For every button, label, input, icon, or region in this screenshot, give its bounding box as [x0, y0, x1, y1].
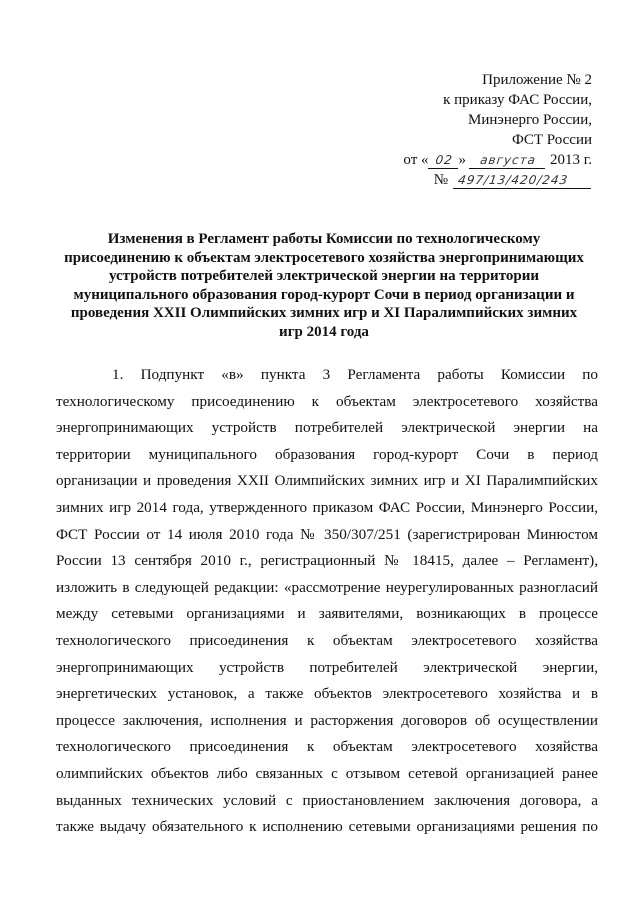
body-line: олимпийских объектов либо связанных с отзывом сетевой организацией ранее — [56, 764, 598, 782]
body-line: организации и проведения XXII Олимпийских зимних игр и XI Паралимпийских — [56, 472, 598, 490]
body-line: технологического присоединения к объектам электросетевого хозяйства — [56, 631, 598, 649]
number-prefix: № — [433, 172, 448, 188]
body-line: энергопринимающих устройств потребителей электрической энергии, — [56, 658, 598, 676]
appendix-order-ref: к приказу ФАС России, — [443, 92, 592, 108]
body-line: 1. Подпункт «в» пункта 3 Регламента работы Комиссии по — [112, 366, 598, 383]
date-day-handwritten: 02 — [427, 153, 459, 169]
date-month-handwritten: августа — [469, 153, 547, 169]
appendix-date — [362, 150, 592, 170]
appendix-ministry: Минэнерго России, — [467, 112, 592, 128]
body-line: изложить в следующей редакции: «рассмотрение неурегулированных разногласий — [56, 578, 598, 596]
title-line: присоединению к объектам электросетевого хозяйства энергопринимающих — [64, 249, 584, 266]
date-mid: » — [458, 152, 467, 168]
date-prefix: от « — [403, 152, 429, 168]
body-line: зимних игр 2014 года, утвержденного приказом ФАС России, Минэнерго России, — [56, 498, 598, 516]
body-line: энергопринимающих устройств потребителей электрической энергии на — [56, 419, 598, 437]
body-line: России 13 сентября 2010 г., регистрационный № 18415, далее – Регламент), — [56, 552, 598, 570]
date-year: 2013 г. — [550, 152, 592, 168]
document-title — [56, 230, 592, 342]
body-line: между сетевыми организациями и заявителями, возникающих в процессе — [56, 605, 598, 623]
body-line: процессе заключения, исполнения и расторжения договоров об осуществлении — [56, 711, 598, 729]
body-line: выданных технических условий с приостановлением заключения договора, а — [56, 791, 598, 809]
title-line: проведения XXII Олимпийских зимних игр и XI Паралимпийских зимних — [70, 305, 578, 322]
appendix-order-number — [362, 170, 592, 190]
body-line: также выдачу обязательного к исполнению сетевыми организациями решения по — [56, 818, 598, 836]
appendix-header — [362, 70, 592, 190]
title-line: муниципального образования город-курорт Сочи в период организации и — [73, 286, 575, 303]
title-line: устройств потребителей электрической энергии на территории — [108, 268, 539, 285]
appendix-number: Приложение № 2 — [482, 72, 592, 88]
body-paragraph — [56, 362, 598, 841]
body-line: технологического присоединения к объектам электросетевого хозяйства — [56, 738, 598, 756]
appendix-agency: ФСТ России — [512, 132, 592, 148]
title-line: Изменения в Регламент работы Комиссии по технологическому — [107, 231, 541, 247]
title-line: игр 2014 года — [279, 323, 369, 340]
body-line: территории муниципального образования город-курорт Сочи в период — [56, 445, 598, 463]
body-line: ФСТ России от 14 июля 2010 года № 350/307/251 (зарегистрирован Минюстом — [56, 525, 598, 543]
body-line: технологическому присоединению к объектам электросетевого хозяйства — [56, 392, 598, 410]
order-number-handwritten: 497/13/420/243 — [453, 173, 593, 189]
body-line: энергетических установок, а также объектов электросетевого хозяйства и в — [56, 685, 598, 703]
